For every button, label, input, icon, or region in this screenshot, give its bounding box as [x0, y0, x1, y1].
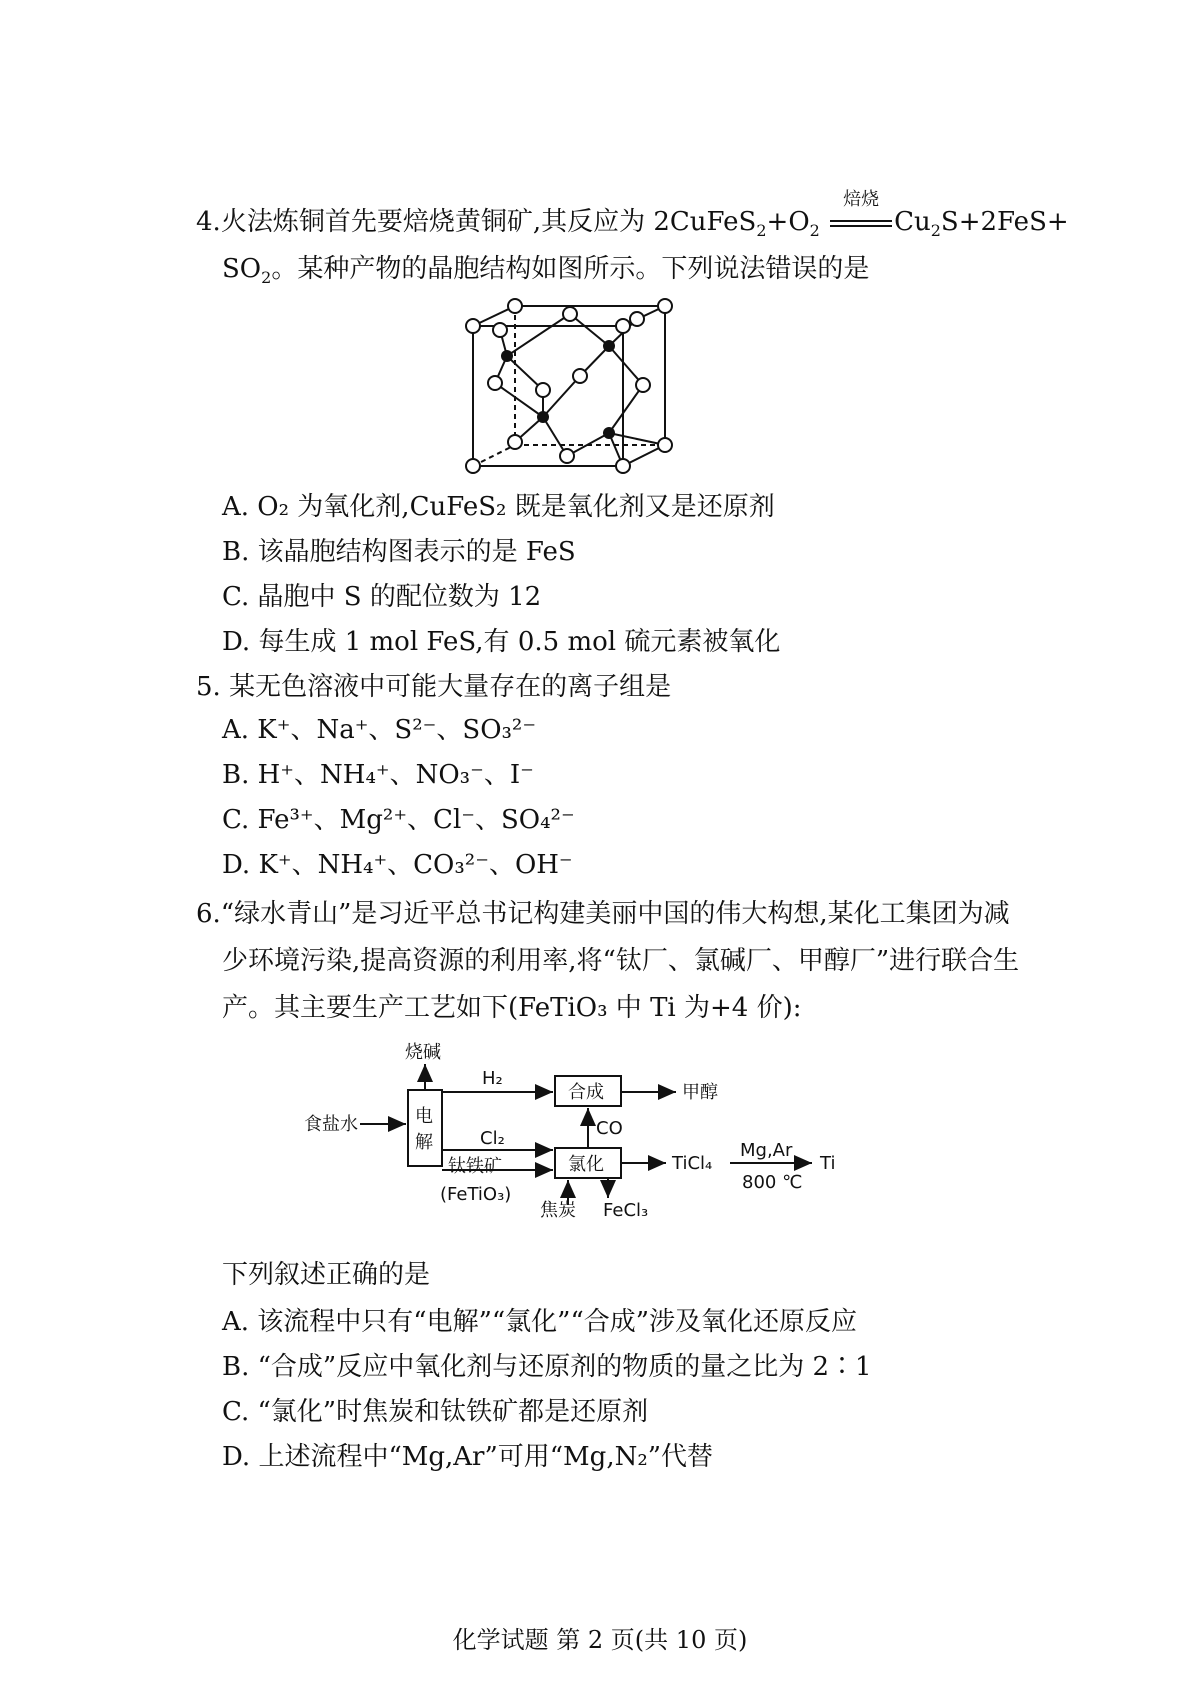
- q4-option-a: A. O₂ 为氧化剂,CuFeS₂ 既是氧化剂又是还原剂: [222, 492, 775, 522]
- q4-line1: 4.火法炼铜首先要焙烧黄铜矿,其反应为 $2CuFeS_2+O_2$ 焙烧 $Cu_2S+2FeS+$: [196, 189, 1069, 241]
- q4-line2: $SO_2$。某种产物的晶胞结构如图所示。下列说法错误的是: [222, 254, 870, 288]
- label-temp: 800 ℃: [742, 1172, 803, 1193]
- q4-option-c: C. 晶胞中 S 的配位数为 12: [222, 582, 542, 612]
- q6-prompt: 下列叙述正确的是: [222, 1260, 431, 1290]
- label-co: CO: [596, 1118, 623, 1139]
- q4-option-d: D. 每生成 1 mol FeS,有 0.5 mol 硫元素被氧化: [222, 627, 781, 657]
- q4-option-b: B. 该晶胞结构图表示的是 FeS: [222, 537, 576, 567]
- q6-option-c: C. “氯化”时焦炭和钛铁矿都是还原剂: [222, 1397, 649, 1427]
- label-ticl4: TiCl₄: [672, 1153, 713, 1174]
- label-fecl3: FeCl₃: [603, 1200, 649, 1221]
- q6-option-d: D. 上述流程中“Mg,Ar”可用“Mg,N₂”代替: [222, 1442, 714, 1472]
- label-dianjie-1: 电: [415, 1106, 433, 1127]
- label-lvhua: 氯化: [568, 1154, 604, 1175]
- label-jiaotan: 焦炭: [540, 1200, 576, 1221]
- label-mg-ar: Mg,Ar: [740, 1140, 793, 1161]
- reaction-condition: 焙烧: [828, 205, 894, 239]
- page-footer: 化学试题 第 2 页(共 10 页): [452, 1626, 748, 1654]
- label-jiachun: 甲醇: [682, 1082, 718, 1103]
- label-ti: Ti: [820, 1153, 836, 1174]
- q6-line1: 6.“绿水青山”是习近平总书记构建美丽中国的伟大构想,某化工集团为减: [196, 899, 1010, 929]
- q5-option-b: B. H⁺、NH₄⁺、NO₃⁻、I⁻: [222, 760, 534, 790]
- q6-line2: 少环境污染,提高资源的利用率,将“钛厂、氯碱厂、甲醇厂”进行联合生: [222, 946, 1020, 976]
- q5-option-a: A. K⁺、Na⁺、S²⁻、SO₃²⁻: [222, 715, 537, 745]
- q6-option-a: A. 该流程中只有“电解”“氯化”“合成”涉及氧化还原反应: [222, 1307, 858, 1337]
- q5-option-c: C. Fe³⁺、Mg²⁺、Cl⁻、SO₄²⁻: [222, 805, 575, 835]
- label-hecheng: 合成: [568, 1082, 604, 1103]
- q5-option-d: D. K⁺、NH₄⁺、CO₃²⁻、OH⁻: [222, 850, 573, 880]
- label-shaojian: 烧碱: [405, 1042, 441, 1063]
- label-taitiekuang: 钛铁矿: [448, 1156, 502, 1177]
- label-shiyanshui: 食盐水: [304, 1114, 358, 1135]
- label-cl2: Cl₂: [480, 1128, 505, 1149]
- q6-line3: 产。其主要生产工艺如下(FeTiO₃ 中 Ti 为+4 价):: [222, 993, 802, 1023]
- q5-stem: 5. 某无色溶液中可能大量存在的离子组是: [196, 672, 672, 702]
- electrolysis-box: [408, 1090, 442, 1166]
- label-dianjie-2: 解: [415, 1132, 433, 1153]
- crystal-cell-diagram: [455, 290, 695, 480]
- label-h2: H₂: [482, 1068, 503, 1089]
- label-fetio3: (FeTiO₃): [440, 1184, 512, 1205]
- q6-option-b: B. “合成”反应中氧化剂与还原剂的物质的量之比为 2∶1: [222, 1352, 872, 1382]
- process-flow-diagram: [300, 1030, 900, 1230]
